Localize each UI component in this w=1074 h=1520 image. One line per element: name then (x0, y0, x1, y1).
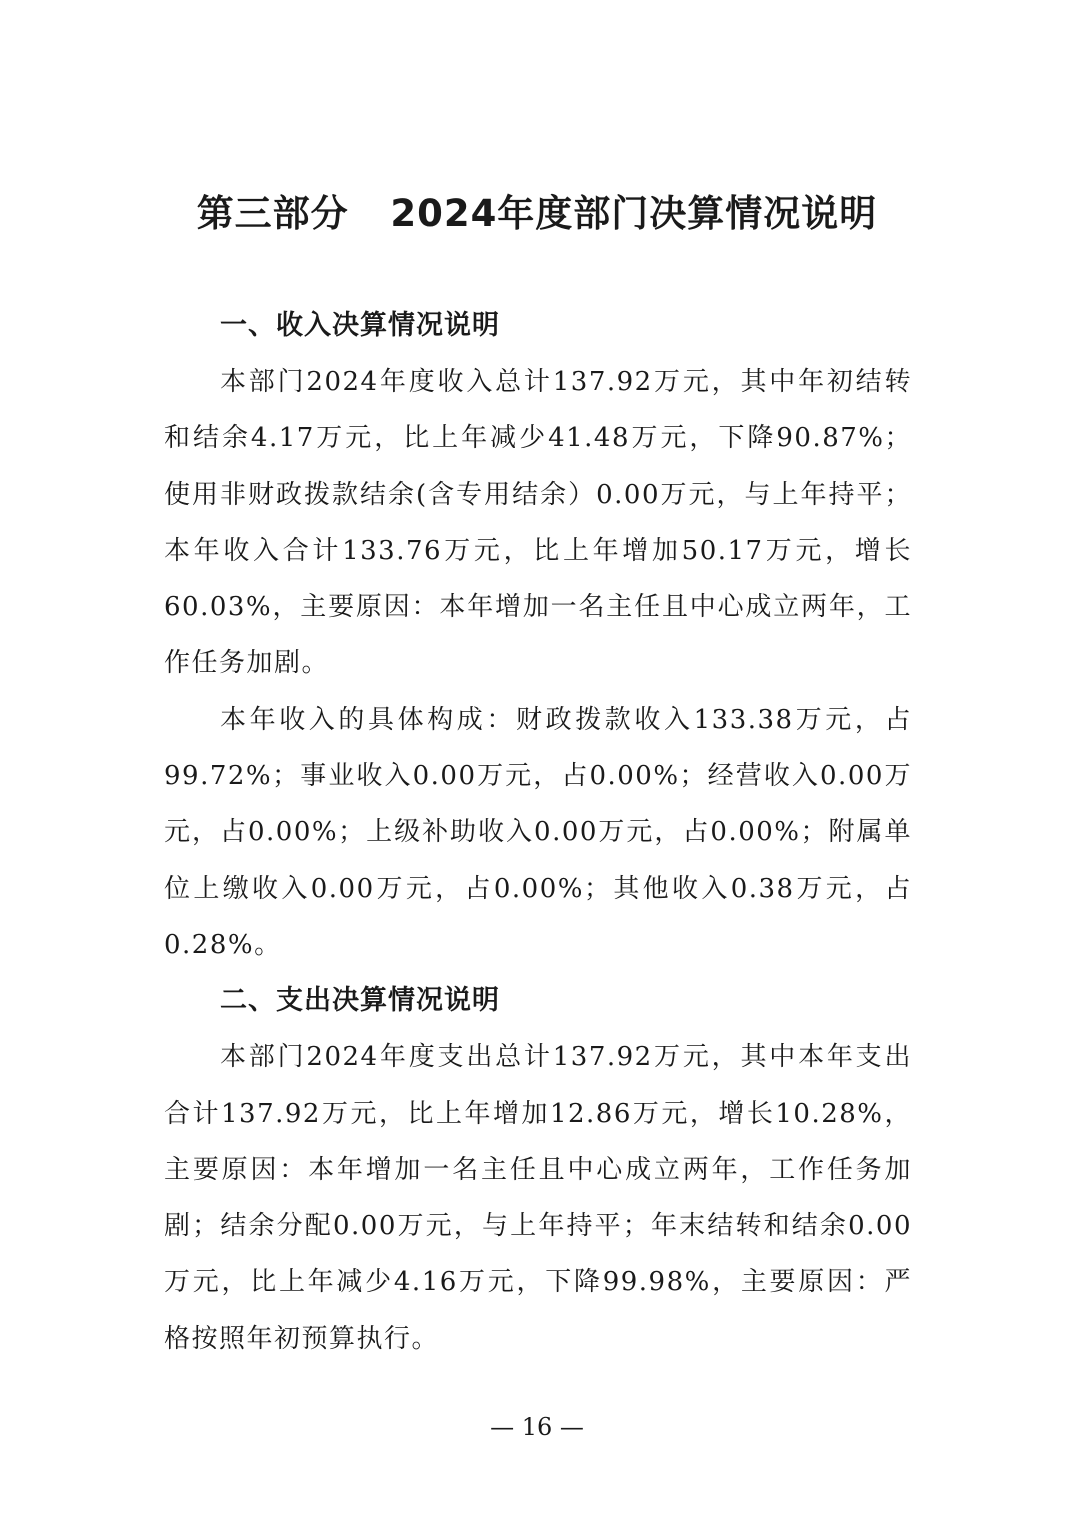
expenditure-summary-paragraph: 本部门2024年度支出总计137.92万元，其中本年支出合计137.92万元，比上年增加12.86万元，增长10.28%，主要原因：本年增加一名主任且中心成立两年，工作任务加剧；结余分配0.00万元，与上年持平；年末结转和结余0.00万元，比上年减少4.16万元，下降99.98%，主要原因：严格按照年初预算执行。 (164, 1042, 912, 1354)
income-summary-paragraph: 本部门2024年度收入总计137.92万元，其中年初结转和结余4.17万元，比上年减少41.48万元，下降90.87%；使用非财政拨款结余(含专用结余）0.00万元，与上年持平；本年收入合计133.76万元，比上年增加50.17万元，增长60.03%，主要原因：本年增加一名主任且中心成立两年，工作任务加剧。 (164, 367, 912, 679)
section-heading-income: 一、收入决算情况说明 (220, 310, 500, 341)
page-title: 第三部分 2024年度部门决算情况说明 (196, 192, 878, 235)
document-body (164, 298, 912, 1367)
income-composition-paragraph: 本年收入的具体构成：财政拨款收入133.38万元，占99.72%；事业收入0.00万元，占0.00%；经营收入0.00万元，占0.00%；上级补助收入0.00万元，占0.00%；附属单位上缴收入0.00万元，占0.00%；其他收入0.38万元，占0.28%。 (164, 704, 912, 960)
page-number: — 16 — (490, 1413, 584, 1441)
section-heading-expenditure: 二、支出决算情况说明 (220, 985, 500, 1017)
